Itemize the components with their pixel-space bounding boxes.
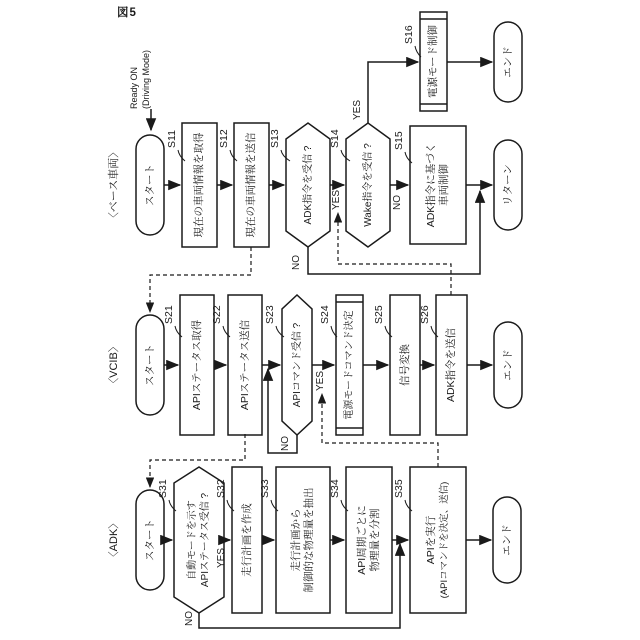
- s15-line2: 車両制御: [438, 164, 450, 206]
- s33-line2: 制御的な物理量を抽出: [303, 487, 315, 593]
- step-label-s26: S26: [419, 305, 431, 324]
- vcib-start-pill: スタート: [143, 344, 156, 386]
- figure-number: 図5: [117, 7, 137, 19]
- step-s25-signal-conversion: 信号変換: [398, 344, 411, 386]
- lane-header-vcib: 〈VCIB〉: [107, 341, 120, 389]
- step-s11-get-vehicle-info: 現在の車両情報を取得: [193, 132, 205, 238]
- lane-header-base-vehicle: 〈ベース車両〉: [107, 146, 120, 224]
- step-s32-create-driving-plan: 走行計画を作成: [240, 503, 253, 577]
- step-label-s23: S23: [264, 305, 276, 324]
- s14-no-label: NO: [392, 195, 403, 210]
- decision-s14-wake-command-received: Wake指令を受信 ?: [362, 143, 374, 227]
- s34-line2: 物理量を分割: [369, 508, 381, 572]
- step-s35-execute-api: [410, 467, 466, 613]
- s13-yes-label: YES: [331, 189, 342, 210]
- step-label-s34: S34: [329, 479, 341, 498]
- step-label-s16: S16: [403, 25, 415, 44]
- step-s12-send-vehicle-info: 現在の車両情報を送信: [245, 132, 257, 238]
- step-s24-power-mode-command-decision: 電源モードコマンド決定: [344, 310, 355, 420]
- base-return-pill: リターン: [501, 164, 514, 206]
- step-s22-send-api-status: APIステータス送信: [238, 319, 251, 411]
- step-label-s33: S33: [259, 479, 271, 498]
- step-s34-split-per-api-cycle: [346, 467, 392, 613]
- s34-line1: API周期ごとに: [356, 505, 368, 575]
- step-s16-power-mode-control: 電源モード制御: [427, 24, 439, 99]
- step-label-s22: S22: [211, 305, 223, 324]
- adk-end-pill: エンド: [500, 524, 513, 556]
- s13-no-label: NO: [291, 255, 302, 270]
- ready-on-trigger: [128, 50, 152, 109]
- step-s33-extract-physical-quantities: [276, 467, 330, 613]
- ready-on-line2: (Driving Mode): [141, 49, 151, 109]
- step-label-s25: S25: [373, 305, 385, 324]
- step-s15-vehicle-control-per-adk: [410, 126, 466, 244]
- step-label-s14: S14: [329, 129, 341, 148]
- s14-yes-label: YES: [352, 99, 363, 120]
- step-label-s13: S13: [269, 129, 281, 148]
- step-label-s11: S11: [166, 130, 178, 148]
- lane-header-adk: 〈ADK〉: [107, 517, 120, 563]
- s23-yes-label: YES: [315, 370, 326, 391]
- s15-line1: ADK指令に基づく: [425, 142, 437, 228]
- step-label-s21: S21: [163, 305, 175, 324]
- s31-line1: 自動モードを示す: [187, 500, 198, 580]
- label-leaders: [169, 46, 438, 511]
- step-label-s35: S35: [393, 479, 405, 498]
- adk-start-pill: スタート: [143, 519, 156, 561]
- step-label-s15: S15: [393, 131, 405, 150]
- decision-s31-auto-mode-status-received: [174, 483, 224, 597]
- s35-line1: APIを実行: [425, 515, 437, 565]
- ready-on-line1: Ready ON: [129, 66, 139, 109]
- base-end-pill: エンド: [501, 46, 514, 78]
- step-s21-get-api-status: APIステータス取得: [190, 319, 203, 411]
- step-label-s12: S12: [218, 129, 230, 148]
- step-label-s32: S32: [215, 479, 227, 498]
- step-label-s24: S24: [319, 305, 331, 324]
- s31-no-label: NO: [184, 611, 195, 626]
- step-s26-send-adk-command: ADK指令を送信: [445, 327, 457, 403]
- vcib-end-pill: エンド: [501, 349, 514, 381]
- s35-line2: (APIコマンドを決定、送信): [439, 481, 450, 599]
- decision-s13-adk-command-received: ADK指令を受信 ?: [302, 145, 314, 225]
- s23-no-label: NO: [280, 436, 291, 451]
- s33-line1: 走行計画から: [290, 508, 302, 572]
- step-label-s31: S31: [157, 479, 169, 498]
- decision-s23-api-command-received: APIコマンド受信 ?: [291, 322, 303, 408]
- s31-yes-label: YES: [216, 547, 227, 568]
- s31-line2: APIステータス受信 ?: [200, 492, 211, 588]
- base-start-pill: スタート: [143, 164, 156, 206]
